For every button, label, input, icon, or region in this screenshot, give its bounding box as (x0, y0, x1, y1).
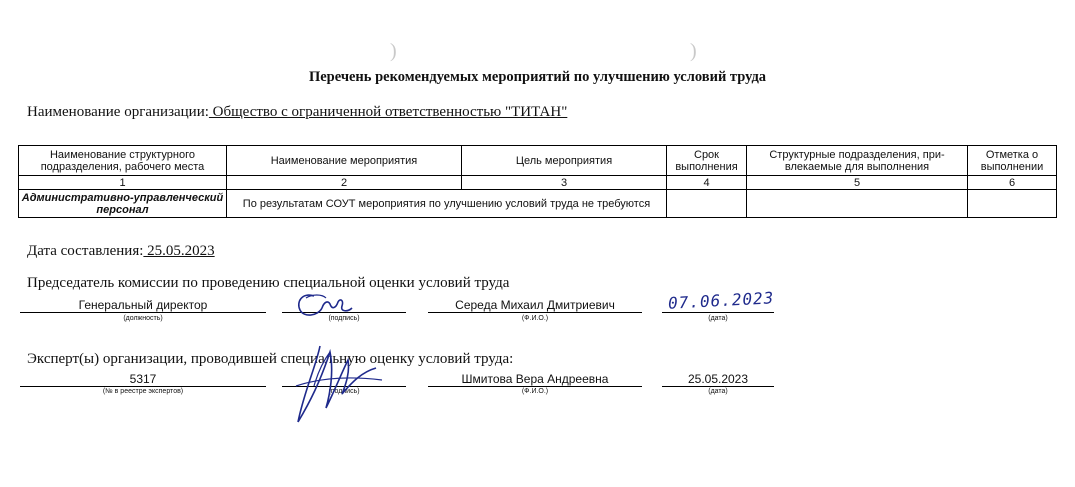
column-number: 1 (19, 176, 227, 190)
registry-caption: (№ в реестре экспертов) (102, 388, 184, 395)
compiled-date-label: Дата составления: (27, 243, 144, 259)
column-header: Наименование мероприятия (227, 146, 462, 176)
scan-mark: ) (390, 40, 397, 62)
expert-name: Шмитова Вера Андреевна (428, 372, 642, 387)
organization-label: Наименование организации: (27, 104, 209, 120)
department-cell: Административно-управленческий персонал (19, 190, 227, 218)
date-caption: (дата) (708, 315, 728, 322)
document-title: Перечень рекомендуемых мероприятий по улучшению условий труда (308, 69, 767, 85)
compiled-date-value: 25.05.2023 (143, 243, 215, 259)
column-number: 5 (747, 176, 968, 190)
expert-signature (290, 342, 390, 428)
expert-date: 25.05.2023 (662, 372, 774, 387)
name-caption: (Ф.И.О.) (521, 315, 549, 322)
chairman-date: 07.06.2023 (667, 288, 775, 313)
chairman-heading: Председатель комиссии по проведению специальной оценки условий труда (27, 275, 510, 291)
measure-cell: По результатам СОУТ мероприятия по улучшению условий труда не требуются (227, 190, 667, 218)
chairman-signature (292, 288, 362, 324)
table-row (19, 190, 1057, 218)
organization-line (27, 104, 567, 121)
scan-mark: ) (690, 40, 697, 62)
term-cell (667, 190, 747, 218)
column-header: Наименование структурного подразделения, рабочего места (19, 146, 227, 176)
column-number: 3 (462, 176, 667, 190)
organization-value: Общество с ограниченной ответственностью "ТИТАН" (208, 104, 568, 120)
signature-caption: (подпись) (328, 388, 360, 395)
name-caption: (Ф.И.О.) (521, 388, 549, 395)
column-number: 4 (667, 176, 747, 190)
chairman-position: Генеральный директор (20, 298, 266, 313)
expert-registry-number: 5317 (20, 372, 266, 387)
column-header: Отметка о выполнении (968, 146, 1057, 176)
column-number: 6 (968, 176, 1057, 190)
chairman-name: Середа Михаил Дмитриевич (428, 298, 642, 313)
column-header: Срок выполнения (667, 146, 747, 176)
involved-cell (747, 190, 968, 218)
column-header: Структурные подразделения, при-влекаемые для выполнения (747, 146, 968, 176)
column-number-row (19, 176, 1057, 190)
date-caption: (дата) (708, 388, 728, 395)
mark-cell (968, 190, 1057, 218)
position-caption: (должность) (123, 315, 163, 322)
signature-caption: (подпись) (328, 315, 360, 322)
compiled-date-line (27, 243, 215, 260)
table-header-row (19, 146, 1057, 176)
measures-table (18, 145, 1057, 218)
column-header: Цель мероприятия (462, 146, 667, 176)
column-number: 2 (227, 176, 462, 190)
expert-heading: Эксперт(ы) организации, проводившей специальную оценку условий труда: (27, 351, 514, 367)
